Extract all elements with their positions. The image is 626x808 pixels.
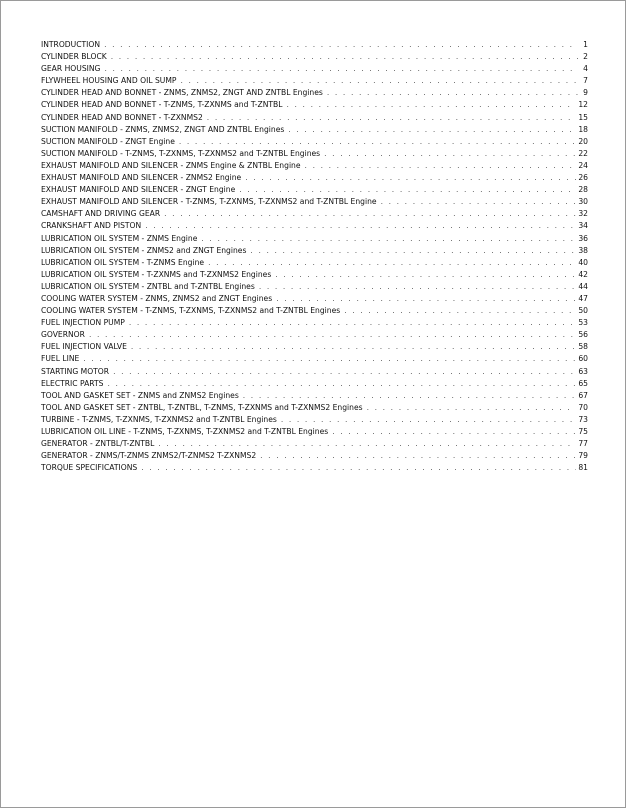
toc-entry-title: CYLINDER HEAD AND BONNET - T-ZXNMS2 — [41, 112, 203, 122]
toc-entry-page-number: 53 — [578, 318, 588, 328]
toc-entry[interactable] — [41, 317, 588, 329]
dot-leader — [113, 366, 576, 378]
dot-leader — [327, 87, 578, 99]
toc-entry-page-number: 44 — [578, 281, 588, 291]
toc-entry-title: TORQUE SPECIFICATIONS — [41, 463, 138, 473]
toc-entry-page-number: 70 — [578, 402, 588, 412]
toc-entry-title: CYLINDER HEAD AND BONNET - T-ZNMS, T-ZXNMS and T-ZNTBL — [41, 100, 283, 110]
toc-entry-page-number: 79 — [578, 451, 588, 461]
dot-leader — [260, 450, 576, 462]
dot-leader — [83, 353, 576, 365]
dot-leader — [104, 63, 578, 75]
toc-entry-page-number: 47 — [578, 293, 588, 303]
toc-entry[interactable] — [41, 366, 588, 378]
dot-leader — [179, 136, 576, 148]
toc-entry[interactable] — [41, 462, 588, 474]
toc-entry-page-number: 26 — [578, 173, 588, 183]
toc-entry-title: FUEL INJECTION PUMP — [41, 318, 125, 328]
dot-leader — [243, 390, 577, 402]
dot-leader — [259, 281, 577, 293]
dot-leader — [104, 39, 578, 51]
toc-entry-page-number: 12 — [578, 100, 588, 110]
toc-entry-page-number: 58 — [578, 342, 588, 352]
toc-entry-title: CAMSHAFT AND DRIVING GEAR — [41, 209, 161, 219]
dot-leader — [201, 233, 576, 245]
toc-entry-page-number: 63 — [578, 366, 588, 376]
toc-entry-page-number: 81 — [578, 463, 588, 473]
toc-entry-page-number: 30 — [578, 197, 588, 207]
toc-entry-page-number: 34 — [578, 221, 588, 231]
toc-entry[interactable] — [41, 438, 588, 450]
toc-entry[interactable] — [41, 196, 588, 208]
toc-entry-title: EXHAUST MANIFOLD AND SILENCER - T-ZNMS, T-ZXNMS, T-ZXNMS2 and T-ZNTBL Engine — [41, 197, 377, 207]
toc-entry-title: COOLING WATER SYSTEM - ZNMS, ZNMS2 and ZNGT Engines — [41, 293, 273, 303]
toc-entry-title: EXHAUST MANIFOLD AND SILENCER - ZNMS2 Engine — [41, 173, 242, 183]
toc-entry[interactable] — [41, 233, 588, 245]
toc-entry[interactable] — [41, 269, 588, 281]
toc-entry-page-number: 9 — [583, 88, 588, 98]
toc-entry[interactable] — [41, 112, 588, 124]
dot-leader — [239, 184, 576, 196]
toc-entry-page-number: 56 — [578, 330, 588, 340]
toc-entry[interactable] — [41, 281, 588, 293]
toc-entry[interactable] — [41, 341, 588, 353]
dot-leader — [305, 160, 577, 172]
toc-entry[interactable] — [41, 51, 588, 63]
toc-entry[interactable] — [41, 172, 588, 184]
toc-entry-title: INTRODUCTION — [41, 40, 101, 49]
dot-leader — [131, 341, 576, 353]
dot-leader — [275, 269, 576, 281]
toc-entry[interactable] — [41, 378, 588, 390]
toc-entry[interactable] — [41, 208, 588, 220]
toc-entry[interactable] — [41, 450, 588, 462]
dot-leader — [107, 378, 576, 390]
toc-entry-title: GEAR HOUSING — [41, 64, 101, 74]
table-of-contents — [41, 39, 588, 474]
toc-entry-title: FUEL LINE — [41, 354, 80, 364]
toc-entry[interactable] — [41, 293, 588, 305]
toc-entry[interactable] — [41, 39, 588, 51]
toc-entry-page-number: 38 — [578, 245, 588, 255]
toc-entry-title: FUEL INJECTION VALVE — [41, 342, 127, 352]
toc-entry-title: SUCTION MANIFOLD - ZNMS, ZNMS2, ZNGT AND ZNTBL Engines — [41, 124, 285, 134]
toc-entry-title: EXHAUST MANIFOLD AND SILENCER - ZNGT Engine — [41, 185, 236, 195]
toc-entry-title: COOLING WATER SYSTEM - T-ZNMS, T-ZXNMS, T-ZXNMS2 and T-ZNTBL Engines — [41, 306, 341, 316]
toc-entry-page-number: 60 — [578, 354, 588, 364]
toc-entry-page-number: 32 — [578, 209, 588, 219]
toc-entry-title: LUBRICATION OIL SYSTEM - ZNTBL and T-ZNTBL Engines — [41, 281, 255, 291]
toc-entry[interactable] — [41, 99, 588, 111]
dot-leader — [158, 438, 576, 450]
dot-leader — [286, 99, 576, 111]
toc-entry-title: CYLINDER HEAD AND BONNET - ZNMS, ZNMS2, ZNGT AND ZNTBL Engines — [41, 88, 323, 98]
toc-entry[interactable] — [41, 353, 588, 365]
toc-entry-title: CYLINDER BLOCK — [41, 52, 107, 62]
dot-leader — [89, 329, 576, 341]
toc-entry-page-number: 22 — [578, 148, 588, 158]
toc-entry[interactable] — [41, 220, 588, 232]
toc-entry-page-number: 7 — [583, 76, 588, 86]
dot-leader — [250, 245, 576, 257]
toc-entry-page-number: 2 — [583, 52, 588, 62]
toc-entry[interactable] — [41, 426, 588, 438]
dot-leader — [129, 317, 576, 329]
toc-entry[interactable] — [41, 257, 588, 269]
dot-leader — [207, 112, 577, 124]
dot-leader — [141, 462, 576, 474]
toc-entry-title: SUCTION MANIFOLD - ZNGT Engine — [41, 136, 175, 146]
toc-entry-page-number: 77 — [578, 439, 588, 449]
toc-entry-title: GOVERNOR — [41, 330, 85, 340]
dot-leader — [111, 51, 578, 63]
toc-entry[interactable] — [41, 160, 588, 172]
dot-leader — [180, 75, 578, 87]
toc-entry[interactable] — [41, 148, 588, 160]
toc-entry-page-number: 36 — [578, 233, 588, 243]
toc-entry[interactable] — [41, 87, 588, 99]
dot-leader — [332, 426, 576, 438]
toc-entry[interactable] — [41, 63, 588, 75]
toc-entry-title: TOOL AND GASKET SET - ZNTBL, T-ZNTBL, T-ZNMS, T-ZXNMS and T-ZXNMS2 Engines — [41, 402, 363, 412]
toc-entry-title: LUBRICATION OIL SYSTEM - ZNMS2 and ZNGT Engines — [41, 245, 247, 255]
toc-entry-title: TURBINE - T-ZNMS, T-ZXNMS, T-ZXNMS2 and T-ZNTBL Engines — [41, 414, 277, 424]
toc-entry-title: GENERATOR - ZNMS/T-ZNMS ZNMS2/T-ZNMS2 T-ZXNMS2 — [41, 451, 257, 461]
toc-entry-page-number: 50 — [578, 306, 588, 316]
dot-leader — [381, 196, 577, 208]
dot-leader — [324, 148, 576, 160]
dot-leader — [276, 293, 576, 305]
toc-entry-title: CRANKSHAFT AND PISTON — [41, 221, 142, 231]
dot-leader — [281, 414, 577, 426]
toc-entry-title: STARTING MOTOR — [41, 366, 110, 376]
toc-entry[interactable] — [41, 305, 588, 317]
dot-leader — [164, 208, 576, 220]
toc-entry-page-number: 4 — [583, 64, 588, 74]
toc-entry-title: GENERATOR - ZNTBL/T-ZNTBL — [41, 439, 155, 449]
toc-entry-page-number: 24 — [578, 160, 588, 170]
dot-leader — [208, 257, 576, 269]
toc-entry-title: FLYWHEEL HOUSING AND OIL SUMP — [41, 76, 177, 86]
toc-entry-page-number: 20 — [578, 136, 588, 146]
toc-entry[interactable] — [41, 136, 588, 148]
toc-entry[interactable] — [41, 184, 588, 196]
toc-entry[interactable] — [41, 402, 588, 414]
toc-entry-page-number: 18 — [578, 124, 588, 134]
toc-entry[interactable] — [41, 414, 588, 426]
toc-entry-title: LUBRICATION OIL SYSTEM - T-ZXNMS and T-ZXNMS2 Engines — [41, 269, 272, 279]
toc-entry-page-number: 40 — [578, 257, 588, 267]
toc-entry-title: LUBRICATION OIL SYSTEM - ZNMS Engine — [41, 233, 198, 243]
toc-entry-title: LUBRICATION OIL LINE - T-ZNMS, T-ZXNMS, T-ZXNMS2 and T-ZNTBL Engines — [41, 427, 329, 436]
toc-entry-page-number: 1 — [583, 40, 588, 49]
toc-entry-title: TOOL AND GASKET SET - ZNMS and ZNMS2 Engines — [41, 390, 239, 400]
toc-entry[interactable] — [41, 245, 588, 257]
toc-entry-page-number: 15 — [578, 112, 588, 122]
toc-entry-page-number: 73 — [578, 414, 588, 424]
toc-entry-page-number: 28 — [578, 185, 588, 195]
toc-entry-title: EXHAUST MANIFOLD AND SILENCER - ZNMS Engine & ZNTBL Engine — [41, 160, 301, 170]
dot-leader — [344, 305, 576, 317]
dot-leader — [288, 124, 576, 136]
toc-entry-page-number: 75 — [578, 427, 588, 436]
dot-leader — [367, 402, 577, 414]
toc-entry[interactable] — [41, 329, 588, 341]
toc-entry[interactable] — [41, 124, 588, 136]
dot-leader — [145, 220, 576, 232]
toc-entry-title: SUCTION MANIFOLD - T-ZNMS, T-ZXNMS, T-ZXNMS2 and T-ZNTBL Engines — [41, 148, 321, 158]
toc-entry-title: LUBRICATION OIL SYSTEM - T-ZNMS Engine — [41, 257, 205, 267]
toc-entry-page-number: 65 — [578, 378, 588, 388]
toc-entry[interactable] — [41, 390, 588, 402]
toc-entry-title: ELECTRIC PARTS — [41, 378, 104, 388]
toc-entry-page-number: 42 — [578, 269, 588, 279]
toc-entry-page-number: 67 — [578, 390, 588, 400]
dot-leader — [245, 172, 576, 184]
toc-entry[interactable] — [41, 75, 588, 87]
